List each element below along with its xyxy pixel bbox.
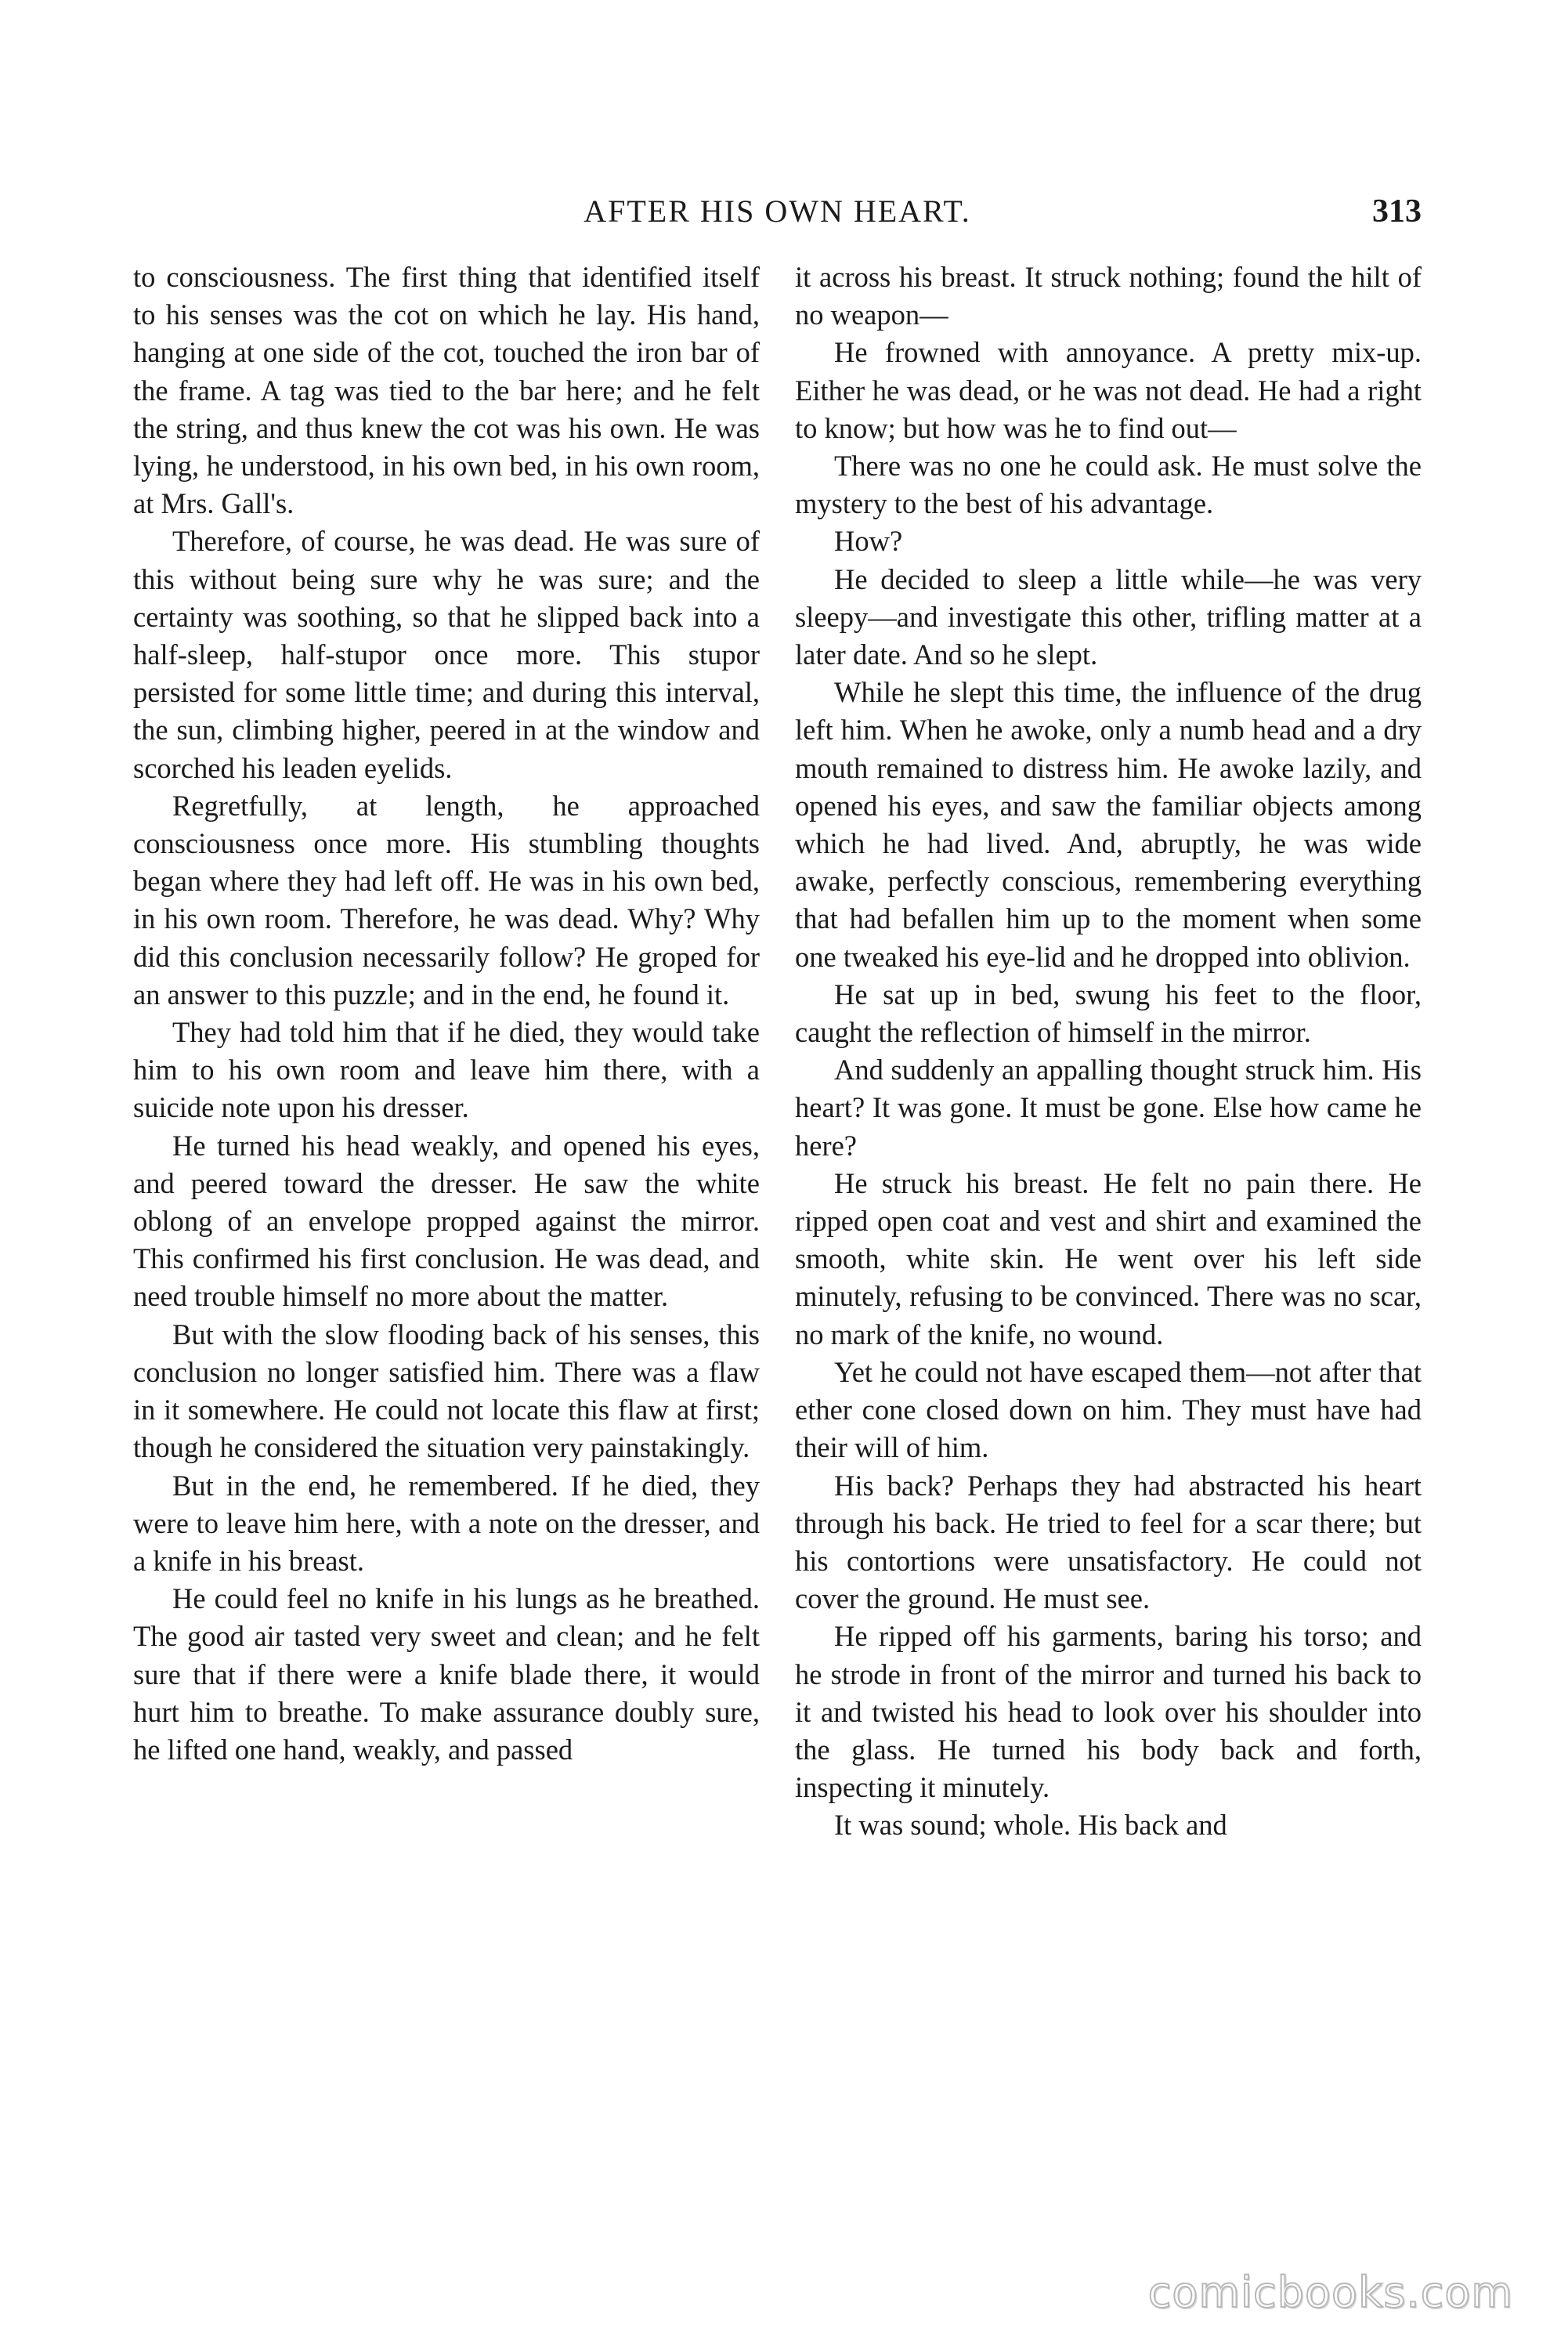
paragraph: How?	[834, 525, 903, 558]
paragraph: Therefore, of course, he was dead. He was sure of this without being sure why he was sure; and the certainty was soothing, so that he slipped back into a half-sleep, half-stupor once more. This stupor persisted for some little time; and during this interval, the sun, climbing higher, peered in at the window and scorched his leaden eyelids.	[133, 525, 760, 784]
running-title: AFTER HIS OWN HEART.	[583, 193, 971, 229]
paragraph: it across his breast. It struck nothing; found the hilt of no weapon—	[795, 261, 1422, 331]
paragraph: He turned his head weakly, and opened his eyes, and peered toward the dresser. He saw the white oblong of an envelope propped against the mirror. This confirmed his first conclusion. He was dead, and need trouble himself no more about the matter.	[133, 1129, 760, 1313]
watermark-logo: comicbooks.com	[1147, 2268, 1513, 2317]
paragraph: He could feel no knife in his lungs as he breathed. The good air tasted very sweet and clean; and he felt sure that if there were a knife blade there, it would hurt him to breathe. To make assurance doubly sure, he lifted one hand, weakly, and passed	[133, 1582, 760, 1766]
right-column	[795, 258, 1422, 1845]
paragraph: His back? Perhaps they had abstracted his heart through his back. He tried to feel for a scar there; but his contortions were unsatisfactory. He could not cover the ground. He must see.	[795, 1469, 1422, 1615]
paragraph: to consciousness. The first thing that identified itself to his senses was the cot on which he lay. His hand, hanging at one side of the cot, touched the iron bar of the frame. A tag was tied to the bar here; and he felt the string, and thus knew the cot was his own. He was lying, he understood, in his own bed, in his own room, at Mrs. Gall's.	[133, 261, 760, 520]
paragraph: But with the slow flooding back of his senses, this conclusion no longer satisfied him. There was a flaw in it somewhere. He could not locate this flaw at first; though he considered the situation very painstakingly.	[133, 1318, 760, 1464]
paragraph: He decided to sleep a little while—he was very sleepy—and investigate this other, trifling matter at a later date. And so he slept.	[795, 562, 1422, 671]
running-head	[133, 188, 1422, 235]
paragraph: He ripped off his garments, baring his torso; and he strode in front of the mirror and turned his back to it and twisted his head to look over his shoulder into the glass. He turned his body back and forth, inspecting it minutely.	[795, 1620, 1422, 1804]
left-column	[133, 258, 760, 1769]
paragraph: It was sound; whole. His back and	[834, 1809, 1227, 1842]
paragraph: Yet he could not have escaped them—not after that ether cone closed down on him. They must have had their will of him.	[795, 1355, 1422, 1464]
paragraph: While he slept this time, the influence of the drug left him. When he awoke, only a numb head and a dry mouth remained to distress him. He awoke lazily, and opened his eyes, and saw the familiar objects among which he had lived. And, abruptly, he was wide awake, perfectly conscious, remembering everything that had befallen him up to the moment when some one tweaked his eye-lid and he dropped into oblivion.	[795, 676, 1422, 973]
paragraph: Regretfully, at length, he approached consciousness once more. His stumbling thoughts began where they had left off. He was in his own bed, in his own room. Therefore, he was dead. Why? Why did this conclusion necessarily follow? He groped for an answer to this puzzle; and in the end, he found it.	[133, 789, 760, 1010]
paragraph: He sat up in bed, swung his feet to the floor, caught the reflection of himself in the mirror.	[795, 978, 1422, 1049]
paragraph: He frowned with annoyance. A pretty mix-up. Either he was dead, or he was not dead. He had a right to know; but how was he to find out—	[795, 336, 1422, 444]
paragraph: But in the end, he remembered. If he died, they were to leave him here, with a note on the dresser, and a knife in his breast.	[133, 1469, 760, 1577]
paragraph: There was no one he could ask. He must solve the mystery to the best of his advantage.	[795, 450, 1422, 520]
paragraph: They had told him that if he died, they would take him to his own room and leave him there, with a suicide note upon his dresser.	[133, 1016, 760, 1124]
page-number: 313	[1372, 193, 1422, 230]
paragraph: And suddenly an appalling thought struck him. His heart? It was gone. It must be gone. Else how came he here?	[795, 1054, 1422, 1162]
paragraph: He struck his breast. He felt no pain there. He ripped open coat and vest and shirt and examined the smooth, white skin. He went over his left side minutely, refusing to be convinced. There was no scar, no mark of the knife, no wound.	[795, 1166, 1422, 1350]
